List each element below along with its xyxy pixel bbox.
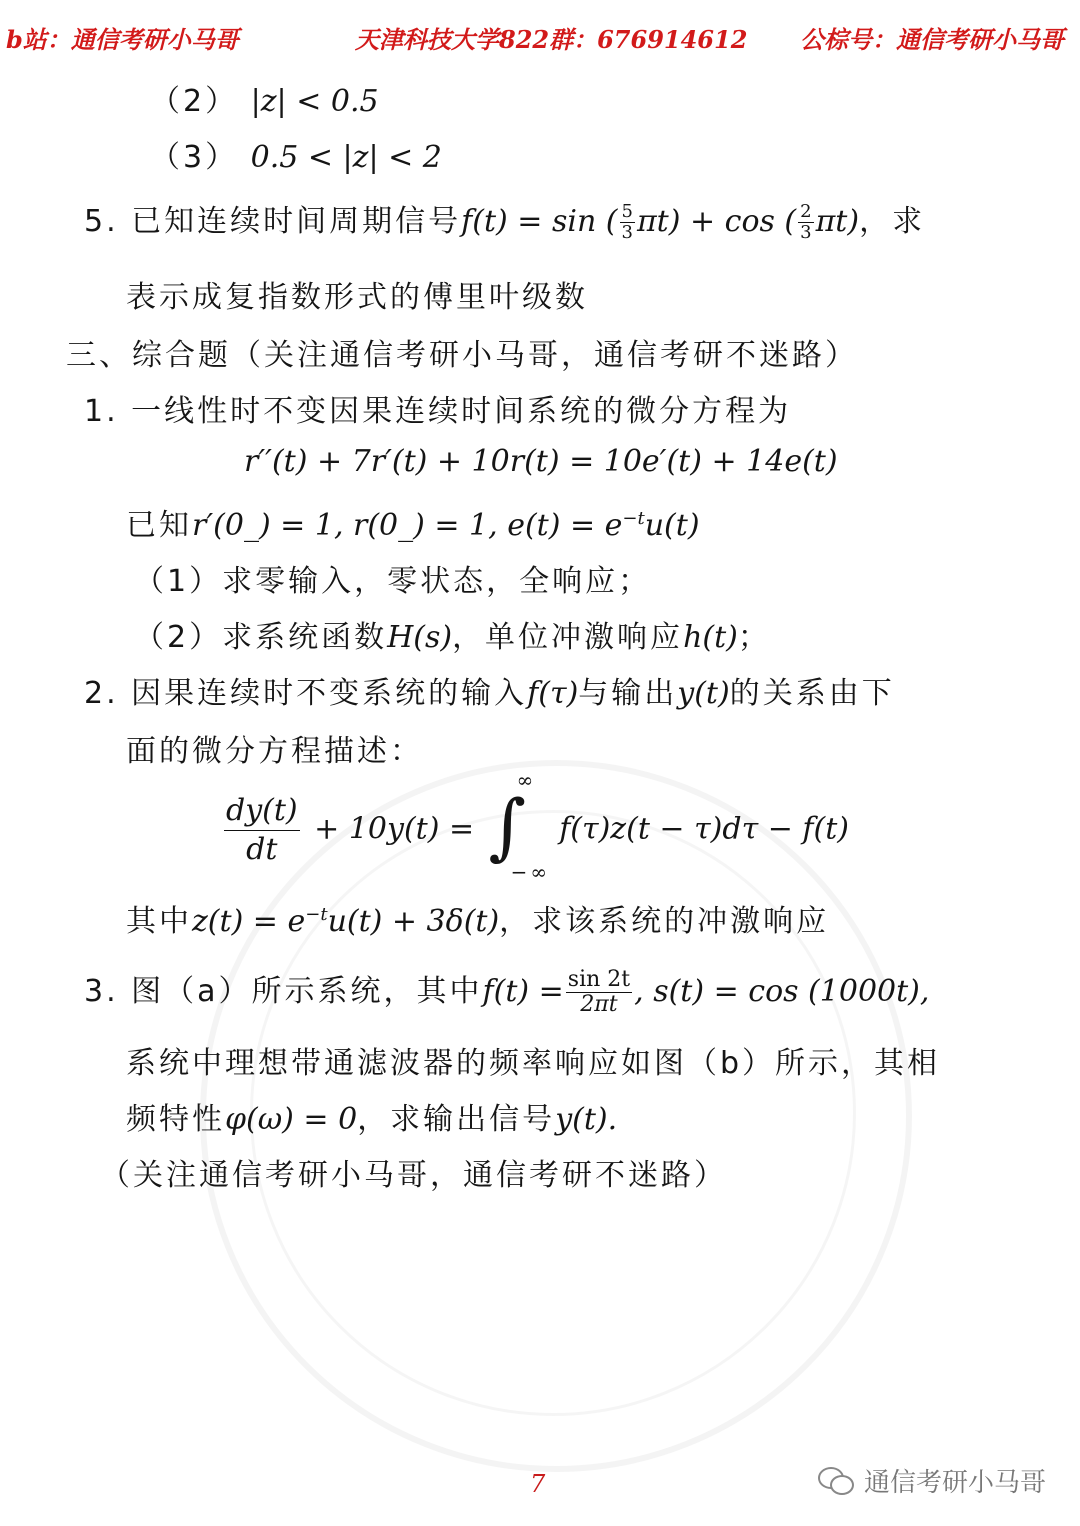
question-3-line2: 系统中理想带通滤波器的频率响应如图（b）所示，其相 [126,1046,941,1081]
wechat-watermark [818,1460,1046,1500]
question-5-line2: 表示成复指数形式的傅里叶级数 [126,280,588,315]
wechat-icon [818,1465,854,1495]
question-2-equation: $\frac{dy(t)}{dt}$ + 10y(t) = ∫ ∞ −∞ f(τ)z(t − τ)dτ − f(t) [226,768,849,884]
option-3: （3） 0.5 < |z| < 2 [150,140,442,175]
question-1-sub1: （1）求零输入，零状态，全响应； [134,564,652,599]
question-1-known: 已知r′(0_) = 1, r(0_) = 1, $e(t) = e^{-t}u(t)$ [126,508,700,543]
question-1-sub2: （2）求系统函数H(s)，单位冲激响应h(t)； [134,620,771,655]
question-1: 1. 一线性时不变因果连续时间系统的微分方程为 [84,394,792,429]
question-2: 2. 因果连续时不变系统的输入f(τ)与输出y(t)的关系由下 [84,676,895,711]
header-group: 天津科技大学822群：676914612 [355,25,748,54]
wechat-label: 通信考研小马哥 [864,1467,1047,1498]
header-bilibili: b站：通信考研小马哥 [6,25,239,54]
question-1-equation: r′′(t) + 7r′(t) + 10r(t) = 10e′(t) + 14e(t) [244,444,838,479]
option-2: （2） |z| < 0.5 [150,84,379,119]
section-3-title: 三、综合题（关注通信考研小马哥，通信考研不迷路） [66,338,858,373]
header-official-account: 公棕号：通信考研小马哥 [800,25,1064,54]
page-number: 7 [530,1470,546,1498]
question-5: 5. 已知连续时间周期信号f(t) = sin ( $\frac{5}{3}$ πt) + cos ( $\frac{2}{3}$ πt)，求 [84,201,926,243]
question-2-line2: 面的微分方程描述： [126,734,423,769]
footer-note: （关注通信考研小马哥，通信考研不迷路） [100,1158,727,1193]
question-3: 3. 图（a）所示系统，其中f(t) = $\frac{\sin 2t}{2\pi t}$ , s(t) = cos (1000t), [84,967,930,1017]
question-3-line3: 频特性φ(ω) = 0，求输出信号y(t). [126,1102,618,1137]
integral-sign: ∫ ∞ −∞ [488,768,551,884]
question-2-where: 其中$z(t) = e^{-t}u(t) + 3\delta(t)$，求该系统的冲激响应 [126,904,830,939]
